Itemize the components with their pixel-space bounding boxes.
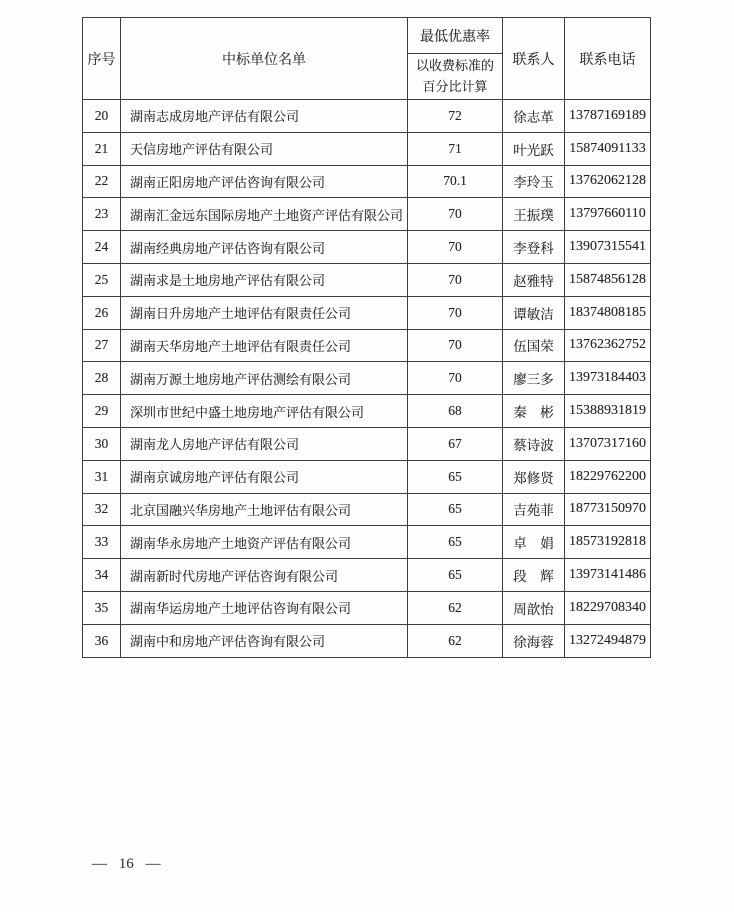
cell-phone: 15874856128: [565, 263, 651, 296]
cell-rate: 67: [408, 427, 503, 460]
cell-company: 湖南中和房地产评估咨询有限公司: [121, 624, 408, 657]
cell-phone: 13762062128: [565, 165, 651, 198]
cell-contact: 郑修贤: [503, 460, 565, 493]
cell-contact: 伍国荣: [503, 329, 565, 362]
cell-rate: 70: [408, 329, 503, 362]
cell-index: 22: [83, 165, 121, 198]
cell-rate: 70: [408, 296, 503, 329]
cell-phone: 13762362752: [565, 329, 651, 362]
cell-company: 北京国融兴华房地产土地评估有限公司: [121, 493, 408, 526]
cell-phone: 18229708340: [565, 591, 651, 624]
cell-rate: 70: [408, 231, 503, 264]
header-phone: 联系电话: [565, 18, 651, 100]
table-row: [83, 559, 651, 592]
cell-rate: 68: [408, 395, 503, 428]
table-row: [83, 427, 651, 460]
cell-company: 深圳市世纪中盛土地房地产评估有限公司: [121, 395, 408, 428]
cell-company: 湖南正阳房地产评估咨询有限公司: [121, 165, 408, 198]
cell-index: 34: [83, 559, 121, 592]
cell-contact: 赵雅特: [503, 263, 565, 296]
cell-index: 23: [83, 198, 121, 231]
cell-phone: 15388931819: [565, 395, 651, 428]
cell-contact: 秦 彬: [503, 395, 565, 428]
cell-company: 湖南汇金远东国际房地产土地资产评估有限公司: [121, 198, 408, 231]
cell-rate: 65: [408, 526, 503, 559]
cell-index: 30: [83, 427, 121, 460]
cell-company: 湖南求是土地房地产评估有限公司: [121, 263, 408, 296]
table-row: [83, 460, 651, 493]
cell-phone: 13787169189: [565, 100, 651, 133]
cell-contact: 谭敏洁: [503, 296, 565, 329]
cell-contact: 周歆怡: [503, 591, 565, 624]
cell-rate: 70.1: [408, 165, 503, 198]
cell-rate: 65: [408, 493, 503, 526]
cell-index: 36: [83, 624, 121, 657]
cell-index: 25: [83, 263, 121, 296]
header-rate: 最低优惠率: [408, 18, 503, 54]
cell-phone: 13973184403: [565, 362, 651, 395]
cell-company: 湖南经典房地产评估咨询有限公司: [121, 231, 408, 264]
cell-phone: 13272494879: [565, 624, 651, 657]
cell-rate: 65: [408, 460, 503, 493]
cell-company: 湖南华永房地产土地资产评估有限公司: [121, 526, 408, 559]
cell-contact: 叶光跃: [503, 132, 565, 165]
cell-phone: 18374808185: [565, 296, 651, 329]
cell-index: 31: [83, 460, 121, 493]
cell-rate: 72: [408, 100, 503, 133]
table-row: [83, 624, 651, 657]
table-row: [83, 165, 651, 198]
cell-contact: 李玲玉: [503, 165, 565, 198]
table-body: [83, 100, 651, 658]
cell-index: 27: [83, 329, 121, 362]
header-rate-subtitle: 以收费标准的百分比计算: [408, 54, 503, 100]
header-company: 中标单位名单: [121, 18, 408, 100]
cell-contact: 王振璞: [503, 198, 565, 231]
cell-contact: 卓 娟: [503, 526, 565, 559]
page-number: — 16 —: [92, 856, 161, 872]
cell-company: 湖南万源土地房地产评估测绘有限公司: [121, 362, 408, 395]
table-row: [83, 132, 651, 165]
cell-contact: 蔡诗波: [503, 427, 565, 460]
table-header: [83, 18, 651, 100]
cell-rate: 70: [408, 362, 503, 395]
cell-company: 湖南华运房地产土地评估咨询有限公司: [121, 591, 408, 624]
cell-rate: 70: [408, 263, 503, 296]
cell-index: 35: [83, 591, 121, 624]
table-row: [83, 395, 651, 428]
cell-contact: 吉苑菲: [503, 493, 565, 526]
cell-phone: 18229762200: [565, 460, 651, 493]
cell-phone: 13907315541: [565, 231, 651, 264]
header-index: 序号: [83, 18, 121, 100]
bid-results-table: [82, 17, 651, 658]
cell-index: 26: [83, 296, 121, 329]
table-row: [83, 198, 651, 231]
header-contact: 联系人: [503, 18, 565, 100]
cell-phone: 13797660110: [565, 198, 651, 231]
cell-index: 33: [83, 526, 121, 559]
cell-contact: 徐志革: [503, 100, 565, 133]
cell-company: 湖南志成房地产评估有限公司: [121, 100, 408, 133]
cell-company: 湖南新时代房地产评估咨询有限公司: [121, 559, 408, 592]
table-row: [83, 296, 651, 329]
table-row: [83, 231, 651, 264]
cell-company: 湖南日升房地产土地评估有限责任公司: [121, 296, 408, 329]
cell-rate: 62: [408, 591, 503, 624]
cell-company: 湖南京诚房地产评估有限公司: [121, 460, 408, 493]
cell-index: 29: [83, 395, 121, 428]
cell-rate: 65: [408, 559, 503, 592]
table-row: [83, 362, 651, 395]
cell-contact: 李登科: [503, 231, 565, 264]
cell-rate: 70: [408, 198, 503, 231]
cell-index: 28: [83, 362, 121, 395]
table-row: [83, 526, 651, 559]
table-row: [83, 493, 651, 526]
cell-index: 24: [83, 231, 121, 264]
cell-phone: 13973141486: [565, 559, 651, 592]
cell-phone: 15874091133: [565, 132, 651, 165]
cell-phone: 18773150970: [565, 493, 651, 526]
table-row: [83, 329, 651, 362]
cell-company: 天信房地产评估有限公司: [121, 132, 408, 165]
cell-company: 湖南龙人房地产评估有限公司: [121, 427, 408, 460]
cell-company: 湖南天华房地产土地评估有限责任公司: [121, 329, 408, 362]
cell-rate: 71: [408, 132, 503, 165]
cell-index: 32: [83, 493, 121, 526]
cell-contact: 廖三多: [503, 362, 565, 395]
table-row: [83, 591, 651, 624]
table-row: [83, 263, 651, 296]
cell-phone: 13707317160: [565, 427, 651, 460]
table-row: [83, 100, 651, 133]
cell-phone: 18573192818: [565, 526, 651, 559]
cell-rate: 62: [408, 624, 503, 657]
cell-index: 20: [83, 100, 121, 133]
cell-contact: 段 辉: [503, 559, 565, 592]
cell-index: 21: [83, 132, 121, 165]
cell-contact: 徐海蓉: [503, 624, 565, 657]
